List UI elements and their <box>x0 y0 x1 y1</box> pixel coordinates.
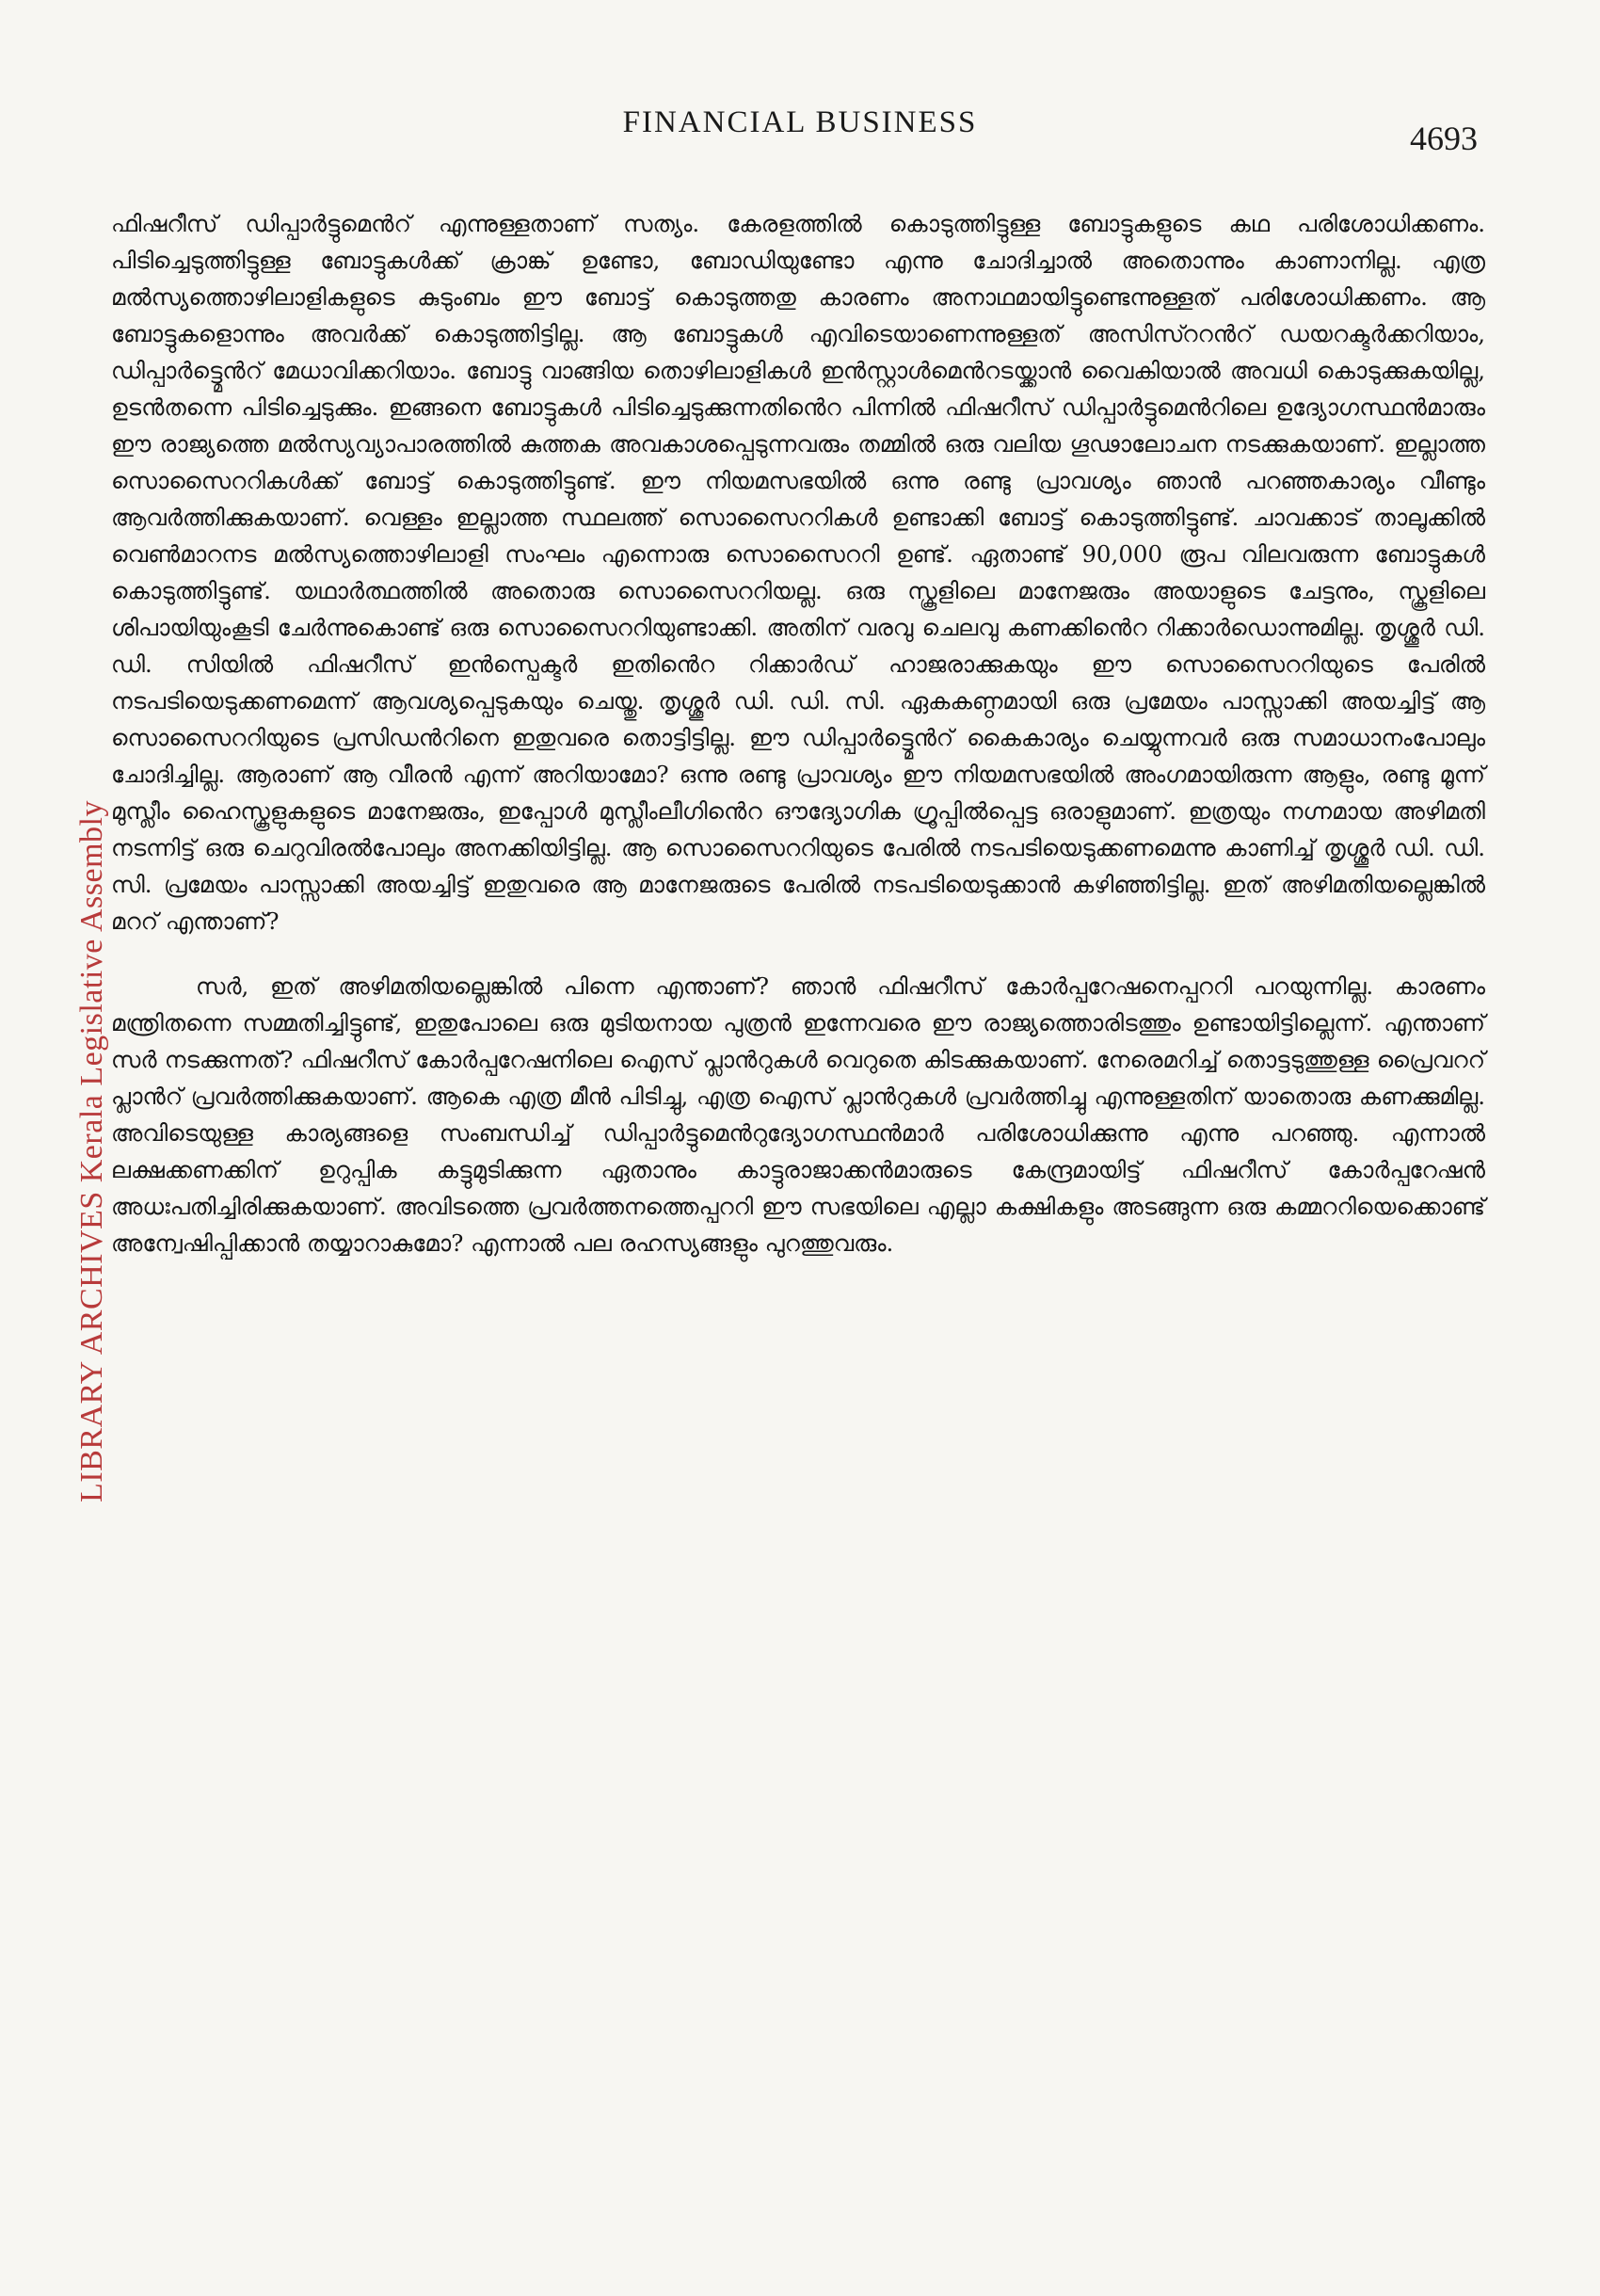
page-header-title: FINANCIAL BUSINESS <box>622 105 978 139</box>
page-number: 4693 <box>1410 120 1478 157</box>
archive-watermark: LIBRARY ARCHIVES Kerala Legislative Assembly <box>74 799 109 1503</box>
paragraph: സർ, ഇത് അഴിമതിയല്ലെങ്കിൽ പിന്നെ എന്താണ്? ഞാൻ ഫിഷറീസ് കോർപ്പറേഷനെപ്പററി പറയുന്നില്ല. കാരണം മന്ത്രിതന്നെ സമ്മതിച്ചിട്ടുണ്ട്, ഇതുപോലെ ഒരു മുടിയനായ പുത്രൻ ഇന്നേവരെ ഈ രാജ്യത്തൊരിടത്തും ഉണ്ടായിട്ടില്ലെന്ന്. എന്താണ് സർ നടക്കുന്നത്? ഫിഷറീസ് കോർപ്പറേഷനിലെ ഐസ് പ്ലാൻറുകൾ വെറുതെ കിടക്കുകയാണ്. നേരെമറിച്ച് തൊട്ടടുത്തുള്ള പ്രൈവററ് പ്ലാൻറ് പ്രവർത്തിക്കുകയാണ്. ആകെ എത്ര മീൻ പിടിച്ചു, എത്ര ഐസ് പ്ലാൻറുകൾ പ്രവർത്തിച്ചു എന്നുള്ളതിന് യാതൊരു കണക്കുമില്ല. അവിടെയുള്ള കാര്യങ്ങളെ സംബന്ധിച്ച് ഡിപ്പാർട്ടുമെൻറുദ്യോഗസ്ഥൻമാർ പരിശോധിക്കുന്നു എന്നു പറഞ്ഞു. എന്നാൽ ലക്ഷക്കണക്കിന് ഉറുപ്പിക കട്ടുമുടിക്കുന്ന ഏതാനും കാട്ടുരാജാക്കൻമാരുടെ കേന്ദ്രമായിട്ട് ഫിഷറീസ് കോർപ്പറേഷൻ അധഃപതിച്ചിരിക്കുകയാണ്. അവിടത്തെ പ്രവർത്തനത്തെപ്പററി ഈ സഭയിലെ എല്ലാ കക്ഷികളും അടങ്ങുന്ന ഒരു കമ്മററിയെക്കൊണ്ട് അന്വേഷിപ്പിക്കാൻ തയ്യാറാകുമോ? എന്നാൽ പല രഹസ്യങ്ങളും പുറത്തുവരും. <box>111 972 1485 1257</box>
body-text <box>111 205 1485 1261</box>
paragraph: ഫിഷറീസ് ഡിപ്പാർട്ടുമെൻറ് എന്നുള്ളതാണ് സത്യം. കേരളത്തിൽ കൊടുത്തിട്ടുള്ള ബോട്ടുകളുടെ കഥ പരിശോധിക്കണം. പിടിച്ചെടുത്തിട്ടുള്ള ബോട്ടുകൾക്ക് ക്രാങ്ക് ഉണ്ടോ, ബോഡിയുണ്ടോ എന്നു ചോദിച്ചാൽ അതൊന്നും കാണാനില്ല. എത്ര മൽസ്യത്തൊഴിലാളികളുടെ കുടുംബം ഈ ബോട്ട് കൊടുത്തതു കാരണം അനാഥമായിട്ടുണ്ടെന്നുള്ളത് പരിശോധിക്കണം. ആ ബോട്ടുകളൊന്നും അവർക്ക് കൊടുത്തിട്ടില്ല. ആ ബോട്ടുകൾ എവിടെയാണെന്നുള്ളത് അസിസ്ററൻറ് ഡയറക്ടർക്കറിയാം, ഡിപ്പാർട്ട്മെൻറ് മേധാവിക്കറിയാം. ബോട്ടു വാങ്ങിയ തൊഴിലാളികൾ ഇൻസ്റ്റാൾമെൻറടയ്ക്കാൻ വൈകിയാൽ അവധി കൊടുക്കുകയില്ല, ഉടൻതന്നെ പിടിച്ചെടുക്കും. ഇങ്ങനെ ബോട്ടുകൾ പിടിച്ചെടുക്കുന്നതിൻെറ പിന്നിൽ ഫിഷറീസ് ഡിപ്പാർട്ടുമെൻറിലെ ഉദ്യോഗസ്ഥൻമാരും ഈ രാജ്യത്തെ മൽസ്യവ്യാപാരത്തിൽ കുത്തക അവകാശപ്പെടുന്നവരും തമ്മിൽ ഒരു വലിയ ഗൂഢാലോചന നടക്കുകയാണ്. ഇല്ലാത്ത സൊസൈററികൾക്ക് ബോട്ട് കൊടുത്തിട്ടുണ്ട്. ഈ നിയമസഭയിൽ ഒന്നു രണ്ടു പ്രാവശ്യം ഞാൻ പറഞ്ഞകാര്യം വീണ്ടും ആവർത്തിക്കുകയാണ്. വെള്ളം ഇല്ലാത്ത സ്ഥലത്ത് സൊസൈററികൾ ഉണ്ടാക്കി ബോട്ട് കൊടുത്തിട്ടുണ്ട്. ചാവക്കാട് താലൂക്കിൽ വെൺമാറനട മൽസ്യത്തൊഴിലാളി സംഘം എന്നൊരു സൊസൈററി ഉണ്ട്. ഏതാണ്ട് 90,000 രൂപ വിലവരുന്ന ബോട്ടുകൾ കൊടുത്തിട്ടുണ്ട്. യഥാർത്ഥത്തിൽ അതൊരു സൊസൈററിയല്ല. ഒരു സ്കൂളിലെ മാനേജരും അയാളുടെ ചേട്ടനും, സ്കൂളിലെ ശിപായിയുംകൂടി ചേർന്നുകൊണ്ട് ഒരു സൊസൈററിയുണ്ടാക്കി. അതിന് വരവു ചെലവു കണക്കിൻെറ റിക്കാർഡൊന്നുമില്ല. തൃശ്ശൂർ ഡി. ഡി. സിയിൽ ഫിഷറീസ് ഇൻസ്പെക്ടർ ഇതിൻെറ റിക്കാർഡ് ഹാജരാക്കുകയും ഈ സൊസൈററിയുടെ പേരിൽ നടപടിയെടുക്കണമെന്ന് ആവശ്യപ്പെടുകയും ചെയ്തു. തൃശ്ശൂർ ഡി. ഡി. സി. ഏകകണ്ഠമായി ഒരു പ്രമേയം പാസ്സാക്കി അയച്ചിട്ട് ആ സൊസൈററിയുടെ പ്രസിഡൻറിനെ ഇതുവരെ തൊട്ടിട്ടില്ല. ഈ ഡിപ്പാർട്ട്മെൻറ് കൈകാര്യം ചെയ്യുന്നവർ ഒരു സമാധാനംപോലും ചോദിച്ചില്ല. ആരാണ് ആ വീരൻ എന്ന് അറിയാമോ? ഒന്നു രണ്ടു പ്രാവശ്യം ഈ നിയമസഭയിൽ അംഗമായിരുന്ന ആളും, രണ്ടു മൂന്ന് മുസ്ലീം ഹൈസ്കൂളുകളുടെ മാനേജരും, ഇപ്പോൾ മുസ്ലീംലീഗിൻെറ ഔദ്യോഗിക ഗ്രൂപ്പിൽപ്പെട്ട ഒരാളുമാണ്. ഇത്രയും നഗ്നമായ അഴിമതി നടന്നിട്ട് ഒരു ചെറുവിരൽപോലും അനക്കിയിട്ടില്ല. ആ സൊസൈററിയുടെ പേരിൽ നടപടിയെടുക്കണമെന്നു കാണിച്ച് തൃശ്ശൂർ ഡി. ഡി. സി. പ്രമേയം പാസ്സാക്കി അയച്ചിട്ട് ഇതുവരെ ആ മാനേജരുടെ പേരിൽ നടപടിയെടുക്കാൻ കഴിഞ്ഞിട്ടില്ല. ഇത് അഴിമതിയല്ലെങ്കിൽ മററ് എന്താണ്? <box>111 210 1485 935</box>
